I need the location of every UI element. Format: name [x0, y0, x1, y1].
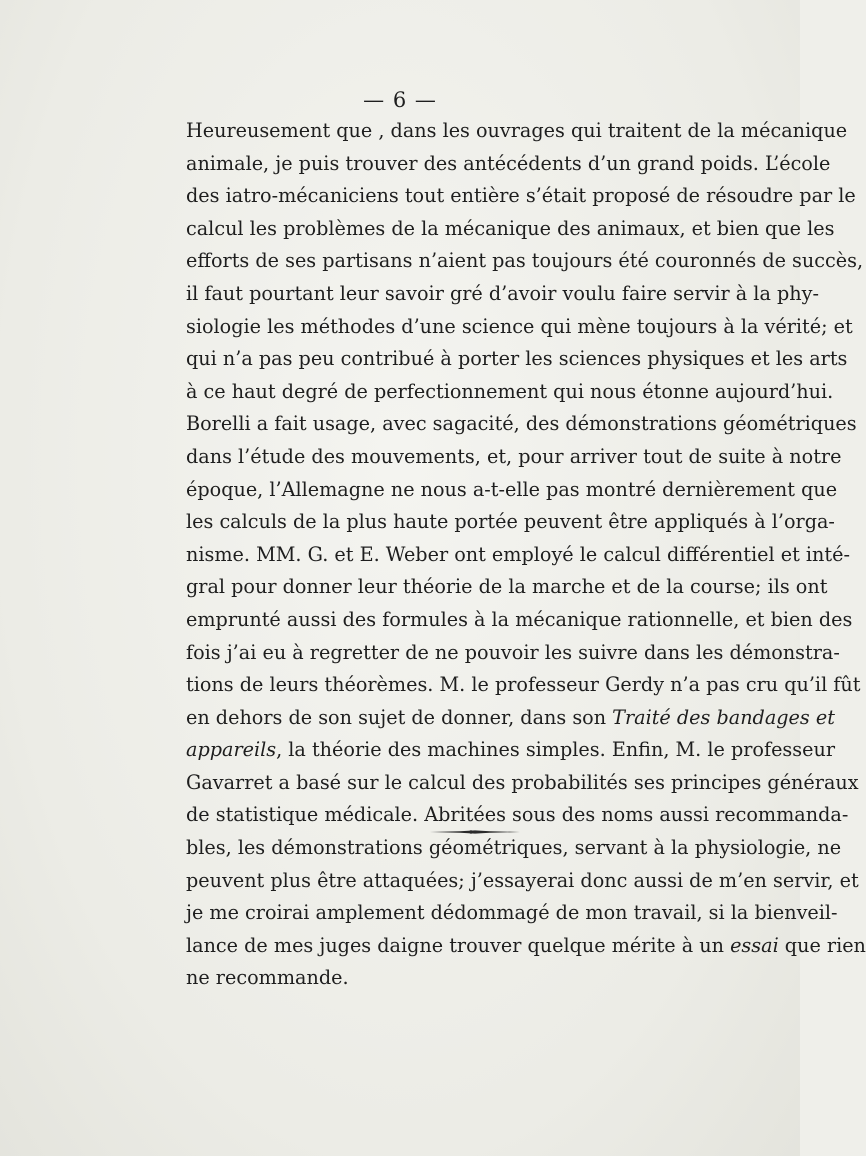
text-line: Gavarret a basé sur le calcul des probabilités ses principes généraux [186, 770, 859, 794]
text-line: gral pour donner leur théorie de la marche et de la course; ils ont [186, 575, 828, 599]
text-fragment: que rien [778, 933, 866, 957]
text-line: fois j’ai eu à regretter de ne pouvoir les suivre dans les démonstra- [186, 640, 840, 664]
end-ornament-rule [430, 830, 520, 834]
text-line: animale, je puis trouver des antécédents d’un grand poids. L’école [186, 151, 831, 175]
body-paragraph [186, 115, 866, 995]
text-line: les calculs de la plus haute portée peuvent être appliqués à l’orga- [186, 510, 835, 534]
italic-book-title: Traité des bandages et [612, 705, 835, 729]
text-line: tions de leurs théorèmes. M. le professeur Gerdy n’a pas cru qu’il fût [186, 673, 861, 697]
text-fragment: en dehors de son sujet de donner, dans son [186, 705, 613, 729]
text-fragment: , la théorie des machines simples. Enfin, M. le professeur [276, 738, 836, 762]
text-line: dans l’étude des mouvements, et, pour arriver tout de suite à notre [186, 444, 842, 468]
text-line: de statistique médicale. Abritées sous des noms aussi recommanda- [186, 803, 849, 827]
text-line: calcul les problèmes de la mécanique des animaux, et bien que les [186, 216, 835, 240]
text-line: à ce haut degré de perfectionnement qui nous étonne aujourd’hui. [186, 379, 834, 403]
text-line: emprunté aussi des formules à la mécanique rationnelle, et bien des [186, 607, 853, 631]
text-fragment: lance de mes juges daigne trouver quelque mérite à un [186, 933, 731, 957]
text-line: Borelli a fait usage, avec sagacité, des démonstrations géométriques [186, 412, 857, 436]
text-line-with-italic-title [186, 734, 836, 767]
text-line-last: ne recommande. [186, 966, 349, 990]
text-line: Heureusement que , dans les ouvrages qui traitent de la mécanique [186, 119, 848, 142]
text-line: époque, l’Allemagne ne nous a-t-elle pas montré dernièrement que [186, 477, 838, 501]
page-number: — 6 — [363, 88, 437, 112]
italic-essai: essai [730, 933, 779, 957]
text-line: il faut pourtant leur savoir gré d’avoir voulu faire servir à la phy- [186, 281, 819, 305]
italic-book-title-cont: appareils [186, 738, 277, 762]
text-line: peuvent plus être attaquées; j’essayerai donc aussi de m’en servir, et [186, 868, 859, 892]
text-line: des iatro-mécaniciens tout entière s’était proposé de résoudre par le [186, 184, 856, 208]
text-line: nisme. MM. G. et E. Weber ont employé le calcul différentiel et inté- [186, 542, 850, 566]
text-line: qui n’a pas peu contribué à porter les sciences physiques et les arts [186, 347, 848, 371]
text-line: siologie les méthodes d’une science qui mène toujours à la vérité; et [186, 314, 853, 338]
text-line: efforts de ses partisans n’aient pas toujours été couronnés de succès, [186, 249, 864, 273]
text-line-with-italic-title [186, 702, 835, 735]
text-line-with-italic-word [186, 930, 866, 963]
text-line: bles, les démonstrations géométriques, servant à la physiologie, ne [186, 836, 842, 860]
text-line: je me croirai amplement dédommagé de mon travail, si la bienveil- [186, 901, 838, 925]
